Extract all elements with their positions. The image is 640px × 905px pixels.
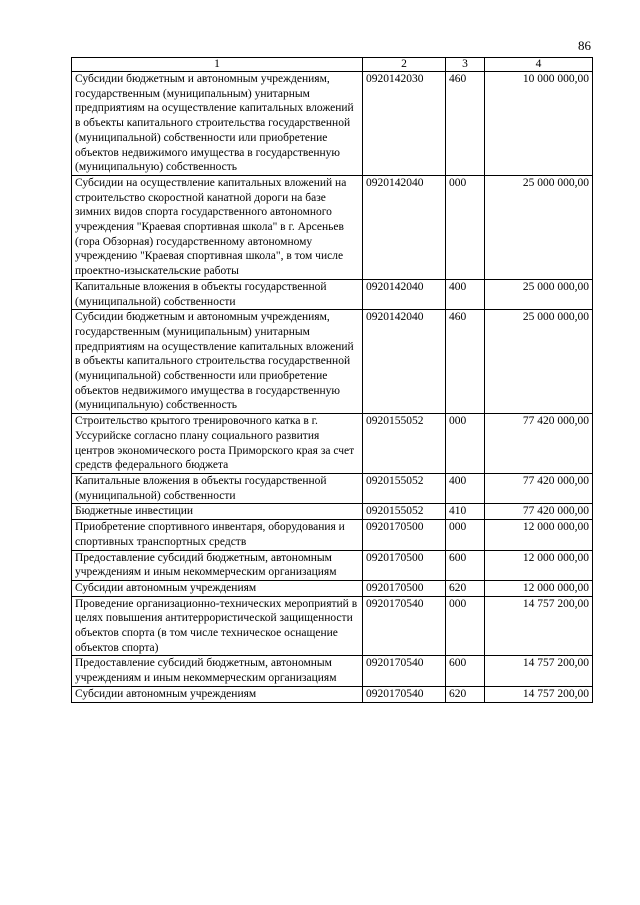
- row-expense-type: 620: [446, 686, 485, 702]
- row-amount: 12 000 000,00: [485, 580, 593, 596]
- row-expense-type: 600: [446, 656, 485, 686]
- row-amount: 14 757 200,00: [485, 656, 593, 686]
- row-target-code: 0920155052: [363, 473, 446, 503]
- row-expense-type: 000: [446, 596, 485, 656]
- row-amount: 12 000 000,00: [485, 550, 593, 580]
- row-description: Предоставление субсидий бюджетным, автономным учреждениям и иным некоммерческим организациям: [72, 550, 363, 580]
- table-row: [72, 310, 593, 414]
- row-description: Приобретение спортивного инвентаря, оборудования и спортивных транспортных средств: [72, 520, 363, 550]
- row-description: Субсидии автономным учреждениям: [72, 686, 363, 702]
- table-row: [72, 414, 593, 474]
- row-description: Субсидии бюджетным и автономным учреждениям, государственным (муниципальным) унитарным предприятиям на осуществление капитальных вложений в объекты капитального строительства государственной (муниципальной) собственности или приобретение объектов недвижимого имущества в государственную (муниципальную) собственность: [72, 310, 363, 414]
- row-amount: 25 000 000,00: [485, 310, 593, 414]
- row-target-code: 0920170540: [363, 686, 446, 702]
- table-row: [72, 520, 593, 550]
- row-amount: 77 420 000,00: [485, 504, 593, 520]
- row-description: Строительство крытого тренировочного катка в г. Уссурийске согласно плану социального развития центров экономического роста Приморского края за счет средств федерального бюджета: [72, 414, 363, 474]
- table-row: [72, 656, 593, 686]
- header-col-amount: 4: [485, 58, 593, 72]
- row-expense-type: 410: [446, 504, 485, 520]
- row-target-code: 0920155052: [363, 414, 446, 474]
- row-expense-type: 400: [446, 279, 485, 309]
- table-row: [72, 279, 593, 309]
- header-col-expense-type: 3: [446, 58, 485, 72]
- row-description: Предоставление субсидий бюджетным, автономным учреждениям и иным некоммерческим организациям: [72, 656, 363, 686]
- row-target-code: 0920170540: [363, 596, 446, 656]
- budget-table: [71, 57, 593, 703]
- row-amount: 25 000 000,00: [485, 279, 593, 309]
- row-target-code: 0920170500: [363, 550, 446, 580]
- row-description: Субсидии бюджетным и автономным учреждениям, государственным (муниципальным) унитарным предприятиям на осуществление капитальных вложений в объекты капитального строительства государственной (муниципальной) собственности или приобретение объектов недвижимого имущества в государственную (муниципальную) собственность: [72, 72, 363, 176]
- row-target-code: 0920142040: [363, 279, 446, 309]
- row-amount: 14 757 200,00: [485, 686, 593, 702]
- table-row: [72, 175, 593, 279]
- row-amount: 25 000 000,00: [485, 175, 593, 279]
- row-description: Капитальные вложения в объекты государственной (муниципальной) собственности: [72, 473, 363, 503]
- row-description: Проведение организационно-технических мероприятий в целях повышения антитеррористической защищенности объектов спорта (в том числе техническое оснащение объектов спорта): [72, 596, 363, 656]
- table-row: [72, 580, 593, 596]
- row-amount: 77 420 000,00: [485, 473, 593, 503]
- row-expense-type: 460: [446, 72, 485, 176]
- header-col-description: 1: [72, 58, 363, 72]
- table-row: [72, 596, 593, 656]
- row-target-code: 0920170500: [363, 520, 446, 550]
- page-number: 86: [578, 38, 591, 53]
- row-target-code: 0920155052: [363, 504, 446, 520]
- row-expense-type: 620: [446, 580, 485, 596]
- row-expense-type: 600: [446, 550, 485, 580]
- row-description: Субсидии автономным учреждениям: [72, 580, 363, 596]
- row-expense-type: 400: [446, 473, 485, 503]
- row-description: Субсидии на осуществление капитальных вложений на строительство скоростной канатной дороги на базе зимних видов спорта государственного автономного учреждения "Краевая спортивная школа" в г. Арсеньев (гора Обзорная) государственному автономному учреждению "Краевая спортивная школа", в том числе проектно-изыскательские работы: [72, 175, 363, 279]
- table-row: [72, 550, 593, 580]
- row-amount: 12 000 000,00: [485, 520, 593, 550]
- table-row: [72, 473, 593, 503]
- row-expense-type: 000: [446, 414, 485, 474]
- row-expense-type: 000: [446, 175, 485, 279]
- table-row: [72, 504, 593, 520]
- row-target-code: 0920142030: [363, 72, 446, 176]
- table-row: [72, 686, 593, 702]
- table-header-row: [72, 58, 593, 72]
- row-description: Бюджетные инвестиции: [72, 504, 363, 520]
- row-amount: 77 420 000,00: [485, 414, 593, 474]
- row-target-code: 0920142040: [363, 175, 446, 279]
- row-amount: 14 757 200,00: [485, 596, 593, 656]
- row-target-code: 0920142040: [363, 310, 446, 414]
- row-description: Капитальные вложения в объекты государственной (муниципальной) собственности: [72, 279, 363, 309]
- table-row: [72, 72, 593, 176]
- row-target-code: 0920170500: [363, 580, 446, 596]
- row-expense-type: 460: [446, 310, 485, 414]
- row-amount: 10 000 000,00: [485, 72, 593, 176]
- row-expense-type: 000: [446, 520, 485, 550]
- row-target-code: 0920170540: [363, 656, 446, 686]
- header-col-target-code: 2: [363, 58, 446, 72]
